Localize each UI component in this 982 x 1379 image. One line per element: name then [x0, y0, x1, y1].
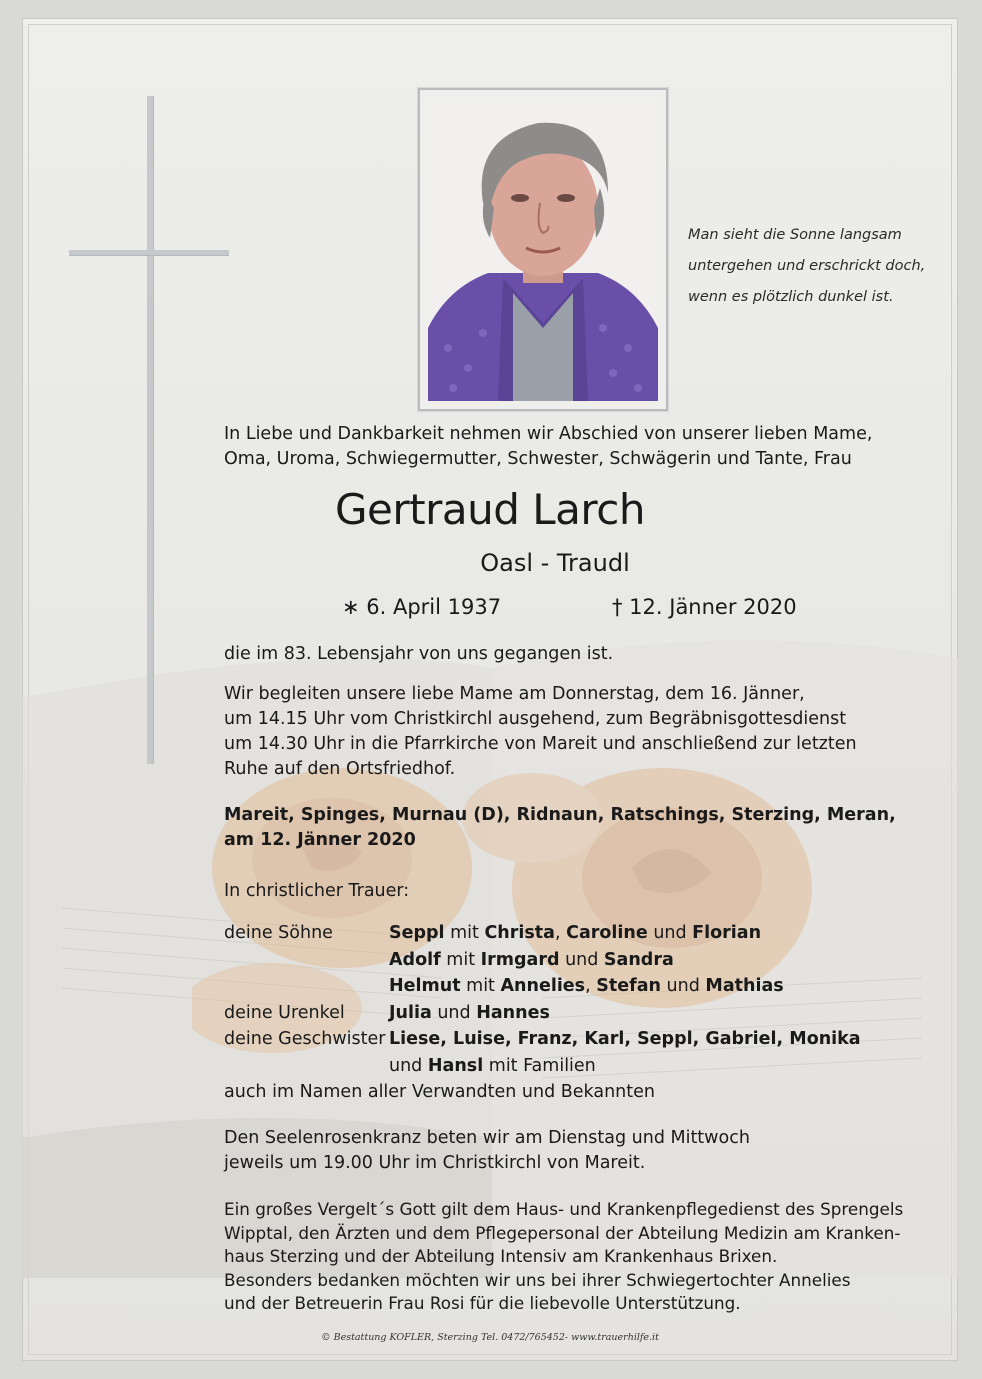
family-row-siblings [224, 1026, 924, 1053]
relation-label: deine Urenkel [224, 1002, 345, 1023]
deceased-nickname: Oasl - Traudl [480, 549, 630, 577]
family-names: und Hansl mit Familien [389, 1055, 596, 1076]
funeral-details [224, 682, 924, 782]
obituary-card [22, 18, 958, 1361]
portrait-photo [428, 98, 658, 401]
funeral-line: Ruhe auf den Ortsfriedhof. [224, 759, 456, 779]
relation-label: deine Söhne [224, 923, 333, 943]
age-line: die im 83. Lebensjahr von uns gegangen ist. [224, 644, 614, 664]
date-line: am 12. Jänner 2020 [224, 830, 416, 850]
funeral-line: Wir begleiten unsere liebe Mame am Donnerstag, dem 16. Jänner, [224, 684, 805, 704]
relatives-line: auch im Namen aller Verwandten und Bekannten [224, 1082, 655, 1102]
portrait-frame [418, 88, 668, 411]
family-row-sons [224, 973, 924, 1000]
mourning-heading: In christlicher Trauer: [224, 881, 410, 901]
quote-line: Man sieht die Sonne langsam [688, 227, 902, 243]
family-names: Helmut mit Annelies, Stefan und Mathias [389, 976, 784, 996]
intro-text [224, 422, 924, 472]
family-names: Seppl mit Christa, Caroline und Florian [389, 923, 762, 943]
family-row-siblings [224, 1053, 924, 1080]
thanks-line: Besonders bedanken möchten wir uns bei ihrer Schwiegertochter Annelies [224, 1269, 851, 1290]
family-row-sons [224, 947, 924, 974]
intro-line: In Liebe und Dankbarkeit nehmen wir Abschied von unserer lieben Mame, [224, 424, 873, 444]
places-line: Mareit, Spinges, Murnau (D), Ridnaun, Ratschings, Sterzing, Meran, [224, 805, 896, 825]
undertaker-footer: © Bestattung KOFLER, Sterzing Tel. 0472/765452- www.trauerhilfe.it [321, 1332, 659, 1343]
quote-line: wenn es plötzlich dunkel ist. [688, 289, 894, 305]
memorial-quote [688, 220, 938, 313]
thanks-line: Ein großes Vergelt´s Gott gilt dem Haus- und Krankenpflegedienst des Sprengels [224, 1199, 904, 1219]
intro-line: Oma, Uroma, Schwiegermutter, Schwester, Schwägerin und Tante, Frau [224, 449, 852, 469]
family-row-great-grandchildren [224, 1000, 924, 1027]
thanks-line: Wipptal, den Ärzten und dem Pflegepersonal der Abteilung Medizin am Kranken- [224, 1222, 901, 1243]
family-row-sons [224, 920, 924, 947]
places-and-date [224, 803, 924, 853]
thanks-text [224, 1198, 924, 1316]
funeral-line: um 14.15 Uhr vom Christkirchl ausgehend, zum Begräbnisgottesdienst [224, 709, 847, 729]
birth-date: ∗ 6. April 1937 [342, 595, 502, 619]
death-date: † 12. Jänner 2020 [612, 595, 797, 619]
family-names: Julia und Hannes [389, 1002, 550, 1023]
deceased-name: Gertraud Larch [335, 485, 645, 534]
thanks-line: haus Sterzing und der Abteilung Intensiv am Krankenhaus Brixen. [224, 1246, 778, 1266]
quote-line: untergehen und erschrickt doch, [688, 258, 926, 274]
family-list [224, 920, 924, 1106]
portrait-illustration [428, 98, 658, 401]
rosary-line: Den Seelenrosenkranz beten wir am Dienstag und Mittwoch [224, 1128, 750, 1148]
funeral-line: um 14.30 Uhr in die Pfarrkirche von Mareit und anschließend zur letzten [224, 734, 857, 754]
family-names: Adolf mit Irmgard und Sandra [389, 949, 674, 970]
cross-vertical [147, 96, 153, 764]
family-names: Liese, Luise, Franz, Karl, Seppl, Gabriel, Monika [389, 1029, 861, 1049]
cross-horizontal [69, 250, 229, 255]
rosary-line: jeweils um 19.00 Uhr im Christkirchl von Mareit. [224, 1153, 646, 1173]
thanks-line: und der Betreuerin Frau Rosi für die liebevolle Unterstützung. [224, 1293, 741, 1313]
relation-label: deine Geschwister [224, 1029, 386, 1049]
rosary-info [224, 1126, 924, 1176]
